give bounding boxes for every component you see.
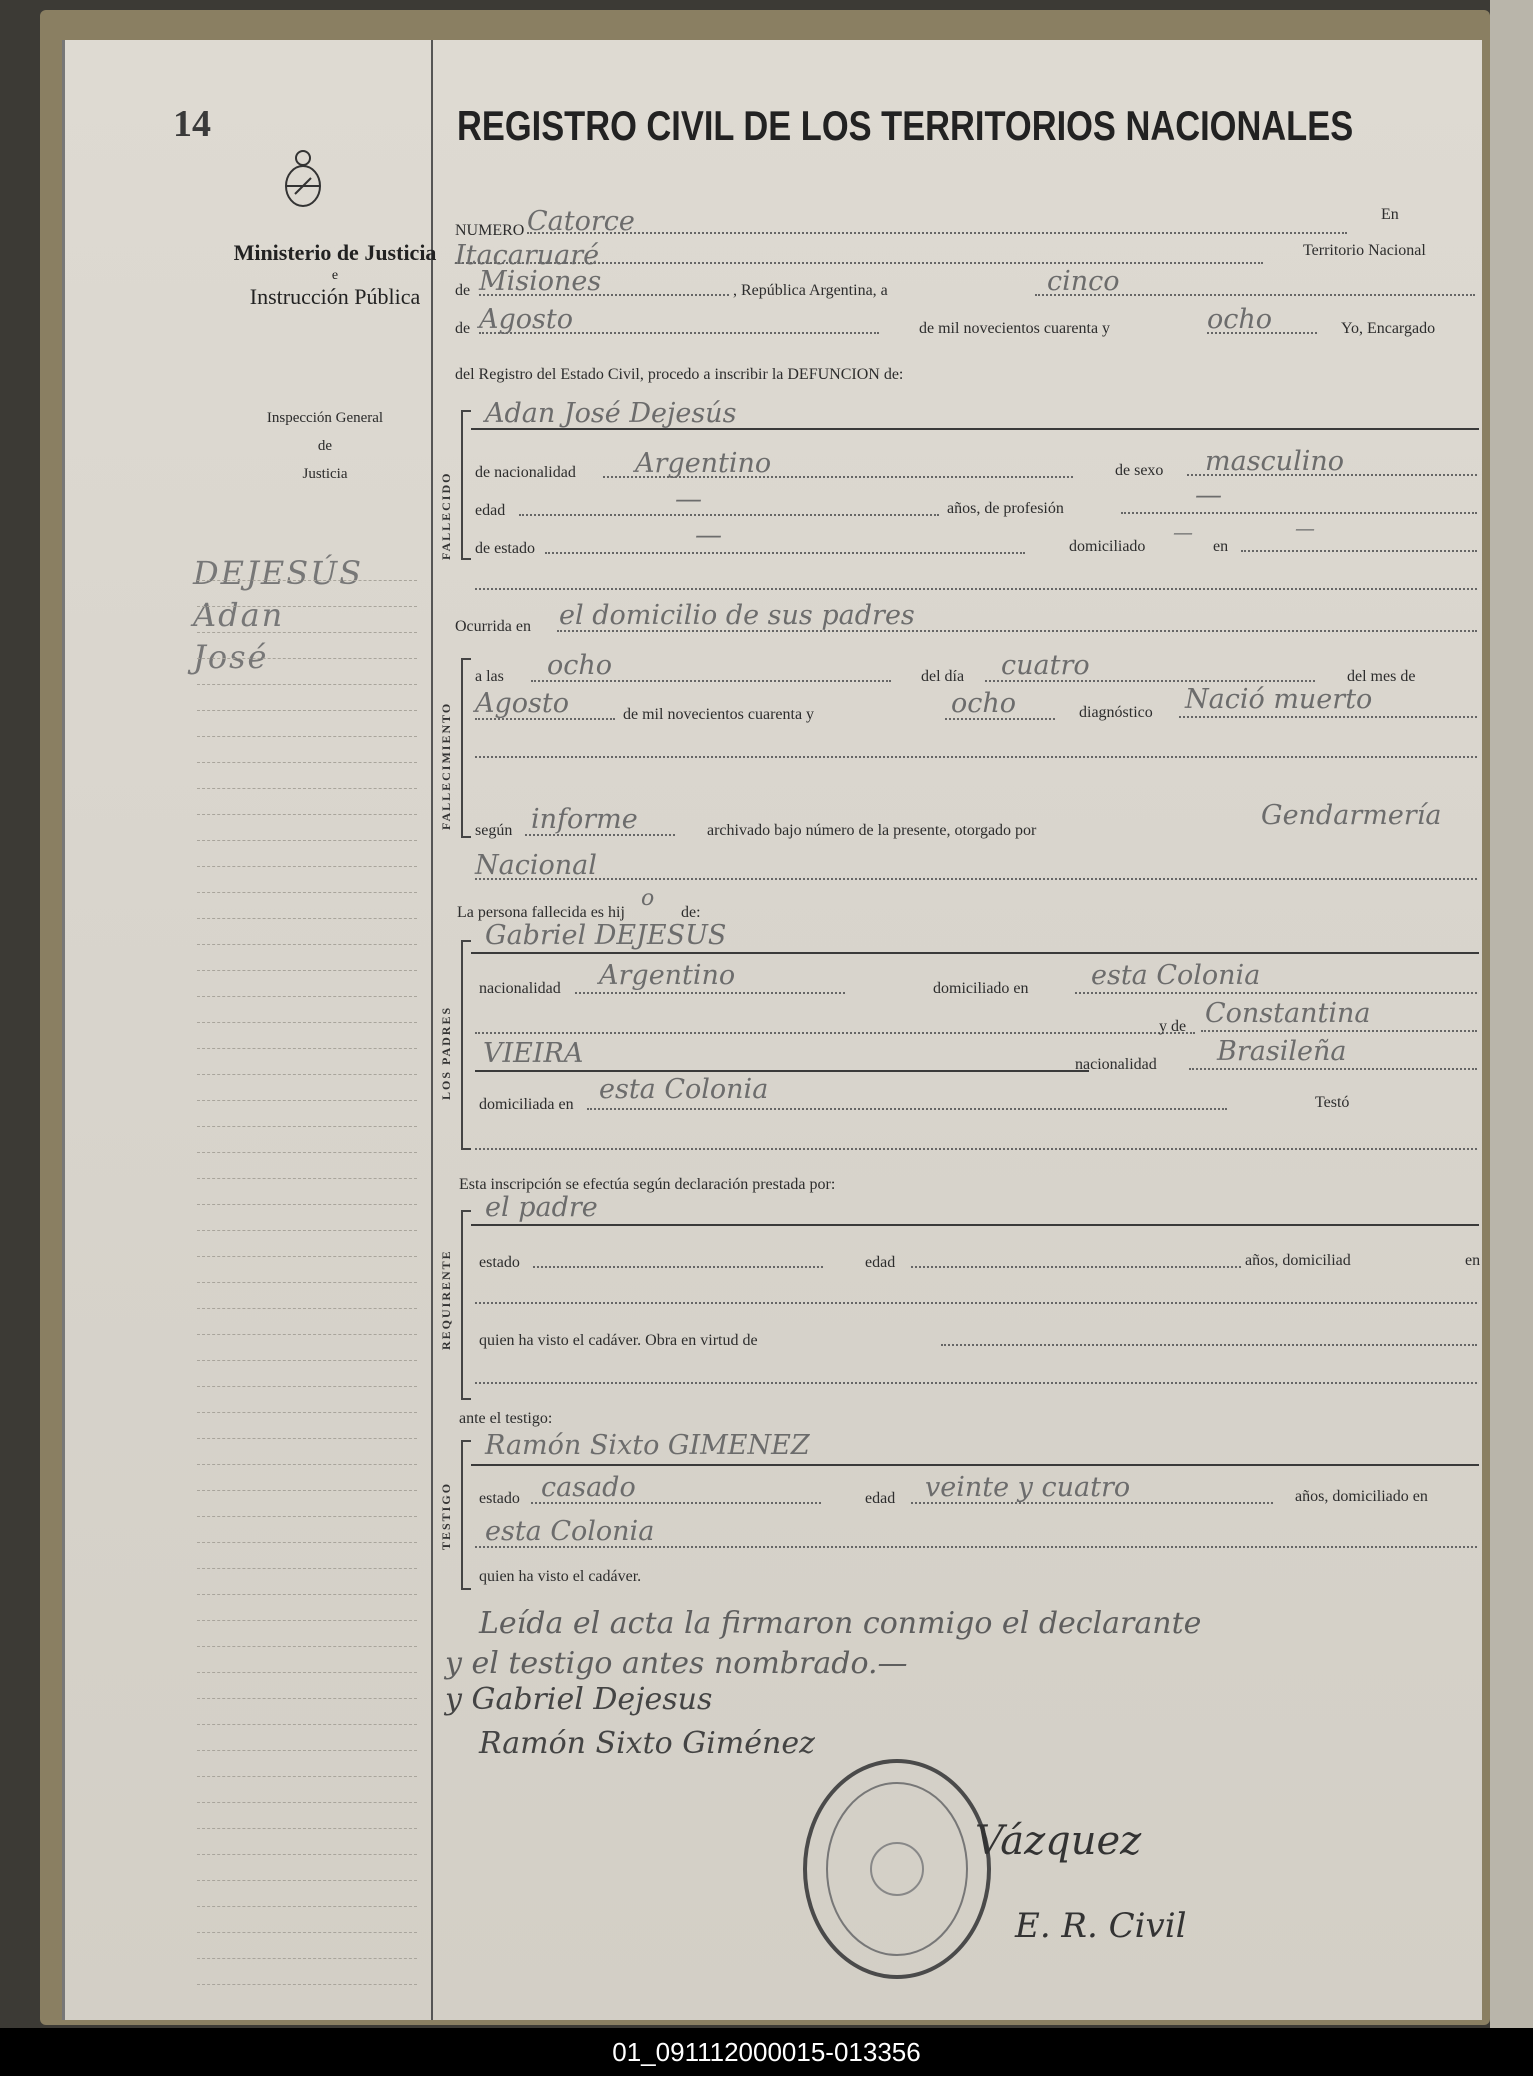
margin-rule-line — [197, 1828, 417, 1829]
ministry-line-3: Instrucción Pública — [249, 284, 421, 309]
margin-rule-line — [197, 1204, 417, 1205]
requirente-extra-line — [475, 1302, 1477, 1304]
page-title: REGISTRO CIVIL DE LOS TERRITORIOS NACIONALES — [457, 102, 1354, 149]
margin-rule-line — [197, 1152, 417, 1153]
yo-label: Yo, Encargado — [1341, 320, 1436, 337]
requirente-extra-line-2 — [475, 1382, 1477, 1384]
inspeccion-line-3: Justicia — [302, 466, 348, 482]
margin-rule-line — [197, 1022, 417, 1023]
padres-section-label: LOS PADRES — [439, 1005, 453, 1100]
testigo-anios-label: años, domiciliado en — [1295, 1488, 1428, 1505]
hijo-value: o — [641, 886, 655, 911]
madre-apellido-line — [475, 1070, 1089, 1072]
fallecido-en-label: en — [1213, 538, 1229, 555]
province-value: Misiones — [479, 266, 602, 297]
margin-rule-line — [197, 788, 417, 789]
margin-rule-line — [197, 814, 417, 815]
domiciliado-value: — — [1173, 520, 1193, 544]
de2-label: de — [455, 320, 471, 337]
diagnostico-line — [1179, 716, 1477, 718]
en-label: En — [1381, 206, 1399, 223]
fallecido-en-line — [1241, 550, 1477, 552]
otorgado-value-1: Gendarmería — [1261, 800, 1442, 831]
testigo-name: Ramón Sixto GIMENEZ — [485, 1430, 810, 1461]
margin-rule-line — [197, 1256, 417, 1257]
testigo-name-line — [471, 1464, 1479, 1466]
madre-domicilio: esta Colonia — [599, 1074, 769, 1105]
requirente-visto-label: quien ha visto el cadáver. Obra en virtud de — [479, 1332, 758, 1349]
requirente-edad-line — [911, 1266, 1241, 1268]
margin-rule-line — [197, 1308, 417, 1309]
margin-rule-line — [197, 1100, 417, 1101]
margin-rule-line — [197, 1048, 417, 1049]
segun-label: según — [475, 822, 513, 839]
image-id-label: 01_091112000015-013356 — [612, 2037, 921, 2067]
inspeccion-heading — [225, 404, 425, 488]
anio-value: ocho — [951, 688, 1017, 719]
requirente-visto-line — [941, 1344, 1477, 1346]
padre-nacionalidad: Argentino — [599, 960, 736, 991]
domiciliado-label: domiciliado — [1069, 538, 1146, 555]
margin-rule-line — [197, 918, 417, 919]
estado-label: de estado — [475, 540, 535, 557]
image-id-bar — [0, 2028, 1533, 2076]
profesion-line — [1121, 512, 1477, 514]
margin-rule-line — [197, 944, 417, 945]
signature-3: Vázquez — [975, 1818, 1142, 1864]
hijo-label: La persona fallecida es hij — [457, 904, 625, 921]
archivado-label: archivado bajo número de la presente, otorgado por — [707, 822, 1037, 839]
requirente-estado-line — [533, 1266, 823, 1268]
ministry-line-2: e — [331, 268, 339, 283]
padre-nacionalidad-line — [575, 992, 845, 994]
diagnostico-label: diagnóstico — [1079, 704, 1153, 721]
testigo-estado-line — [531, 1502, 821, 1504]
year-label: de mil novecientos cuarenta y — [919, 320, 1111, 337]
folio-number: 14 — [173, 103, 211, 145]
numero-line — [527, 232, 1347, 234]
margin-rule-line — [197, 1490, 417, 1491]
testigo-section-label: TESTIGO — [439, 1481, 453, 1550]
madre-nombre: Constantina — [1205, 998, 1371, 1029]
ocurrida-line — [557, 630, 1477, 632]
dia-value: cuatro — [1001, 650, 1090, 681]
estado-value: — — [695, 520, 722, 551]
margin-rule-line — [197, 632, 417, 633]
y-de-label: y de — [1159, 1018, 1187, 1035]
otorgado-value-2: Nacional — [475, 850, 597, 881]
anio-line — [945, 718, 1055, 720]
territorio-label: Territorio Nacional — [1303, 242, 1426, 259]
margin-rule-line — [197, 1230, 417, 1231]
margin-annotation — [193, 552, 413, 678]
requirente-name: el padre — [485, 1192, 598, 1223]
padre-nacionalidad-label: nacionalidad — [479, 980, 561, 997]
padre-domicilio-line — [1075, 992, 1477, 994]
month-value: Agosto — [479, 304, 573, 335]
margin-rule-line — [197, 1724, 417, 1725]
margin-rule-line — [197, 1568, 417, 1569]
requirente-estado-label: estado — [479, 1254, 520, 1271]
padre-domiciliado-label: domiciliado en — [933, 980, 1029, 997]
numero-label: NUMERO — [455, 222, 525, 239]
ministry-line-1: Ministerio de Justicia — [233, 240, 437, 265]
requirente-bracket — [461, 1210, 471, 1400]
signature-1: y Gabriel Dejesus — [445, 1682, 713, 1717]
margin-rule-line — [197, 762, 417, 763]
requirente-intro: Esta inscripción se efectúa según declaración prestada por: — [459, 1176, 836, 1193]
sexo-line — [1187, 474, 1477, 476]
margin-rule-line — [197, 1412, 417, 1413]
mes-value: Agosto — [475, 688, 569, 719]
margin-rule-line — [197, 1620, 417, 1621]
fallecimiento-section-label: FALLECIMIENTO — [439, 701, 453, 830]
padre-name: Gabriel DEJESUS — [485, 920, 727, 951]
fallecimiento-bracket — [461, 658, 471, 838]
closing-line-1: Leída el acta la firmaron conmigo el declarante — [479, 1606, 1202, 1641]
margin-rule-line — [197, 1698, 417, 1699]
testigo-edad-line — [911, 1502, 1273, 1504]
next-page-edge — [1490, 0, 1533, 2028]
margin-rule-line — [197, 736, 417, 737]
day-line — [1035, 294, 1475, 296]
margin-rule-line — [197, 1958, 417, 1959]
margin-rule-line — [197, 1126, 417, 1127]
madre-domicilio-line — [587, 1108, 1227, 1110]
requirente-name-line — [471, 1224, 1479, 1226]
requirente-anios-label: años, domiciliad — [1245, 1252, 1351, 1269]
fallecido-section-label: FALLECIDO — [439, 471, 453, 560]
diagnostico-extra-line — [475, 756, 1477, 758]
anio-label: de mil novecientos cuarenta y — [623, 706, 815, 723]
margin-rule-line — [197, 1360, 417, 1361]
requirente-section-label: REQUIRENTE — [439, 1249, 453, 1350]
testigo-visto-label: quien ha visto el cadáver. — [479, 1568, 642, 1585]
fallecido-extra-line — [475, 588, 1477, 590]
fallecido-name: Adan José Dejesús — [485, 398, 737, 429]
margin-rule-line — [197, 1516, 417, 1517]
sexo-value: masculino — [1205, 446, 1344, 477]
signature-2: Ramón Sixto Giménez — [479, 1726, 815, 1761]
margin-column — [65, 40, 437, 2020]
closing-line-2: y el testigo antes nombrado.— — [445, 1646, 908, 1681]
margin-rule-line — [197, 1984, 417, 1985]
margin-rule-line — [197, 892, 417, 893]
edad-value: — — [675, 484, 702, 515]
edad-label: edad — [475, 502, 506, 519]
ocurrida-value: el domicilio de sus padres — [559, 600, 915, 631]
margin-rule-line — [197, 1672, 417, 1673]
testigo-bracket — [461, 1440, 471, 1590]
province-line — [479, 294, 729, 296]
republica-label: , República Argentina, a — [733, 282, 888, 299]
madre-nacionalidad-line — [1189, 1068, 1477, 1070]
margin-rule-line — [197, 1178, 417, 1179]
margin-rule-line — [197, 1282, 417, 1283]
hora-label: a las — [475, 668, 504, 685]
nacionalidad-value: Argentino — [635, 448, 772, 479]
segun-line — [525, 834, 675, 836]
margin-rule-line — [197, 970, 417, 971]
margin-rule-line — [197, 866, 417, 867]
padre-domicilio: esta Colonia — [1091, 960, 1261, 991]
death-record-form — [435, 40, 1485, 2020]
fallecido-bracket — [461, 410, 471, 560]
inspeccion-line-2: de — [317, 438, 333, 454]
dia-line — [985, 680, 1315, 682]
ocurrida-label: Ocurrida en — [455, 618, 531, 635]
testigo-domicilio-line — [475, 1546, 1477, 1548]
day-value: cinco — [1047, 266, 1120, 297]
dia-label: del día — [921, 668, 965, 685]
padres-bracket — [461, 940, 471, 1150]
numero-value: Catorce — [527, 206, 635, 237]
hora-value: ocho — [547, 650, 613, 681]
madre-nac-label: nacionalidad — [1075, 1056, 1157, 1073]
testigo-estado-label: estado — [479, 1490, 520, 1507]
margin-rule-line — [197, 840, 417, 841]
padres-extra-line — [475, 1148, 1477, 1150]
madre-nombre-line — [1201, 1030, 1477, 1032]
margin-surname: DEJESÚS — [193, 554, 364, 592]
diagnostico-value: Nació muerto — [1185, 684, 1373, 715]
madre-domiciliada-label: domiciliada en — [479, 1096, 574, 1113]
requirente-en-label: en — [1465, 1252, 1481, 1269]
estado-line — [545, 552, 1025, 554]
nacionalidad-label: de nacionalidad — [475, 464, 576, 481]
fallecido-name-line — [471, 428, 1479, 430]
margin-rule-line — [197, 1464, 417, 1465]
ministry-heading — [195, 240, 475, 310]
margin-rule-line — [197, 1750, 417, 1751]
margin-rule-line — [197, 1542, 417, 1543]
margin-rule-line — [197, 580, 417, 581]
hora-line — [531, 680, 891, 682]
margin-rule-line — [197, 1334, 417, 1335]
nacionalidad-line — [603, 476, 1073, 478]
margin-rule-line — [197, 684, 417, 685]
mes-line — [475, 718, 615, 720]
signature-4: E. R. Civil — [1015, 1906, 1187, 1946]
intro-label: del Registro del Estado Civil, procedo a inscribir la DEFUNCION de: — [455, 366, 904, 383]
profesion-label: años, de profesión — [947, 500, 1064, 517]
de-label: de — [455, 282, 471, 299]
margin-rule-line — [197, 996, 417, 997]
padre-name-line — [471, 952, 1479, 954]
margin-rule-line — [197, 658, 417, 659]
margin-name-2: José — [193, 638, 269, 676]
margin-rule-line — [197, 1776, 417, 1777]
testigo-edad-label: edad — [865, 1490, 896, 1507]
padres-de-label: de: — [681, 904, 701, 921]
testigo-intro: ante el testigo: — [459, 1410, 553, 1427]
padre-extra-line — [475, 1032, 1195, 1034]
madre-nacionalidad: Brasileña — [1217, 1036, 1347, 1067]
edad-line — [519, 514, 939, 516]
testigo-domicilio-value: esta Colonia — [485, 1516, 655, 1547]
margin-rule-line — [197, 1802, 417, 1803]
testigo-estado-value: casado — [541, 1472, 636, 1503]
coat-of-arms-icon — [277, 148, 329, 208]
madre-apellido: VIEIRA — [483, 1038, 584, 1069]
requirente-edad-label: edad — [865, 1254, 896, 1271]
sexo-label: de sexo — [1115, 462, 1164, 479]
otorgado-line — [475, 878, 1477, 880]
margin-rule-line — [197, 1854, 417, 1855]
inspeccion-line-1: Inspección General — [266, 410, 384, 426]
margin-rule-line — [197, 606, 417, 607]
margin-name-1: Adan — [193, 596, 285, 634]
place-line — [455, 262, 1263, 264]
place-value: Itacaruaré — [455, 240, 600, 271]
profesion-value: — — [1195, 480, 1222, 511]
margin-rule-line — [197, 1932, 417, 1933]
margin-rule-line — [197, 1594, 417, 1595]
margin-rule-line — [197, 1438, 417, 1439]
margin-rule-line — [197, 710, 417, 711]
mes-label: del mes de — [1347, 668, 1416, 685]
margin-rule-line — [197, 1906, 417, 1907]
month-line — [479, 332, 879, 334]
official-seal-icon — [797, 1754, 997, 1984]
margin-rule-line — [197, 1880, 417, 1881]
testigo-edad-value: veinte y cuatro — [925, 1472, 1131, 1503]
testo-label: Testó — [1315, 1094, 1350, 1111]
year-value: ocho — [1207, 304, 1273, 335]
register-page — [62, 40, 1482, 2020]
segun-value: informe — [531, 804, 638, 835]
fallecido-en-value: — — [1295, 516, 1315, 540]
margin-rule-line — [197, 1646, 417, 1647]
year-line — [1207, 332, 1317, 334]
margin-rule-line — [197, 1386, 417, 1387]
margin-rule-line — [197, 1074, 417, 1075]
